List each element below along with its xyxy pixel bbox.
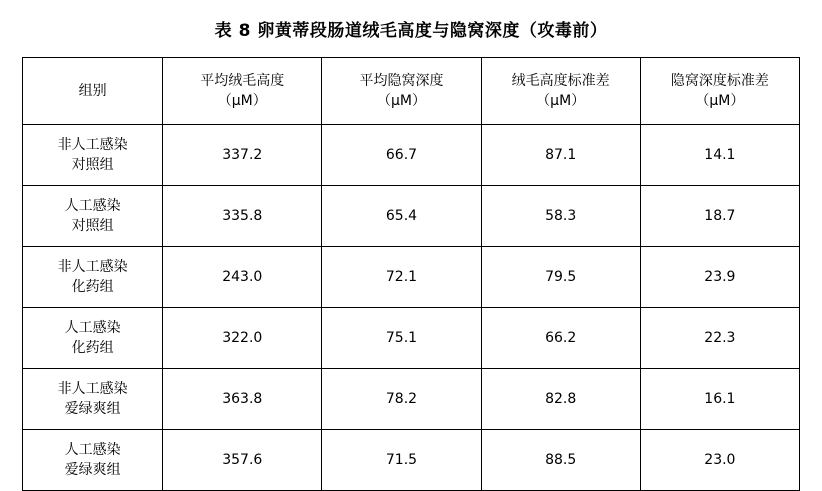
table-header [23, 58, 800, 125]
cell-villus-sd: 82.8 [481, 369, 640, 430]
cell-crypt-depth: 72.1 [322, 247, 481, 308]
cell-crypt-depth: 65.4 [322, 186, 481, 247]
row-group-label-line1: 非人工感染 [57, 258, 128, 275]
cell-crypt-depth: 78.2 [322, 369, 481, 430]
table-row [23, 247, 800, 308]
cell-crypt-depth: 66.7 [322, 125, 481, 186]
villus-crypt-table [22, 57, 800, 491]
row-group-label-line2: 对照组 [71, 218, 114, 234]
column-header-crypt-sd-line2: （μM） [695, 93, 745, 109]
table-row [23, 430, 800, 491]
cell-villus-sd: 79.5 [481, 247, 640, 308]
cell-crypt-sd: 18.7 [640, 186, 799, 247]
cell-villus-sd: 58.3 [481, 186, 640, 247]
row-group-label-line2: 化药组 [71, 340, 114, 356]
column-header-villus-sd-line1: 绒毛高度标准差 [511, 72, 610, 89]
cell-villus-height: 363.8 [163, 369, 322, 430]
cell-crypt-depth: 71.5 [322, 430, 481, 491]
row-group-label [23, 369, 163, 430]
table-body [23, 125, 800, 491]
column-header-crypt-depth [322, 58, 481, 125]
cell-crypt-depth: 75.1 [322, 308, 481, 369]
row-group-label [23, 125, 163, 186]
cell-villus-height: 243.0 [163, 247, 322, 308]
table-header-row [23, 58, 800, 125]
row-group-label-line1: 非人工感染 [57, 380, 128, 397]
column-header-villus-sd-line2: （μM） [536, 93, 586, 109]
column-header-villus-sd [481, 58, 640, 125]
column-header-villus-height-line2: （μM） [217, 93, 267, 109]
cell-crypt-sd: 23.9 [640, 247, 799, 308]
row-group-label-line2: 爱绿爽组 [64, 462, 121, 478]
row-group-label-line1: 人工感染 [64, 197, 121, 214]
row-group-label [23, 247, 163, 308]
cell-villus-height: 335.8 [163, 186, 322, 247]
cell-crypt-sd: 16.1 [640, 369, 799, 430]
row-group-label-line1: 非人工感染 [57, 136, 128, 153]
cell-villus-sd: 87.1 [481, 125, 640, 186]
row-group-label-line2: 化药组 [71, 279, 114, 295]
column-header-group [23, 58, 163, 125]
cell-villus-sd: 88.5 [481, 430, 640, 491]
row-group-label-line2: 爱绿爽组 [64, 401, 121, 417]
table-row [23, 308, 800, 369]
row-group-label [23, 308, 163, 369]
row-group-label-line1: 人工感染 [64, 441, 121, 458]
table-container [0, 57, 822, 491]
row-group-label [23, 186, 163, 247]
cell-crypt-sd: 14.1 [640, 125, 799, 186]
cell-villus-height: 322.0 [163, 308, 322, 369]
cell-crypt-sd: 22.3 [640, 308, 799, 369]
column-header-crypt-depth-line1: 平均隐窝深度 [359, 72, 444, 89]
cell-villus-height: 337.2 [163, 125, 322, 186]
column-header-crypt-sd-line1: 隐窝深度标准差 [670, 72, 769, 89]
cell-crypt-sd: 23.0 [640, 430, 799, 491]
table-title: 表 8 卵黄蒂段肠道绒毛高度与隐窝深度（攻毒前） [214, 21, 608, 41]
table-row [23, 369, 800, 430]
cell-villus-sd: 66.2 [481, 308, 640, 369]
row-group-label-line2: 对照组 [71, 157, 114, 173]
column-header-group-line1: 组别 [78, 82, 107, 99]
column-header-crypt-depth-line2: （μM） [376, 93, 426, 109]
column-header-villus-height [163, 58, 322, 125]
row-group-label [23, 430, 163, 491]
table-row [23, 125, 800, 186]
column-header-villus-height-line1: 平均绒毛高度 [200, 72, 285, 89]
table-row [23, 186, 800, 247]
column-header-crypt-sd [640, 58, 799, 125]
cell-villus-height: 357.6 [163, 430, 322, 491]
row-group-label-line1: 人工感染 [64, 319, 121, 336]
